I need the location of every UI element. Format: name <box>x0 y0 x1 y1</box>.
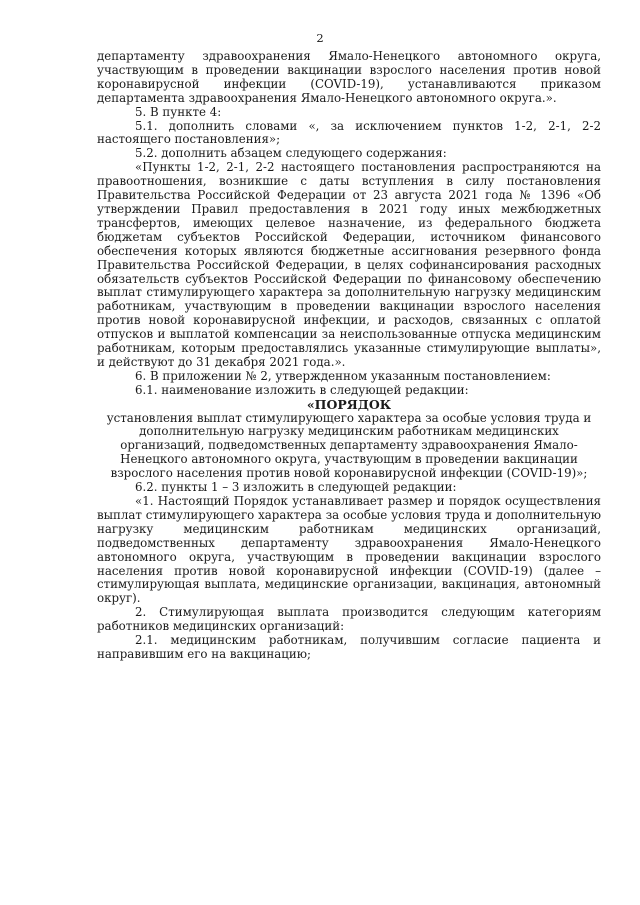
procedure-heading: «ПОРЯДОК <box>306 396 392 412</box>
page-number: 2 <box>316 31 324 45</box>
paragraph-item-5-1: 5.1. дополнить словами «, за исключением пунктов 1-2, 2-1, 2-2 настоящего постановления»; <box>97 118 601 147</box>
paragraph-clause-2: 2. Стимулирующая выплата производится следующим категориям работников медицинских организаций: <box>97 605 601 634</box>
paragraph-item-6-1: 6.1. наименование изложить в следующей редакции: <box>135 382 469 397</box>
paragraph-quoted-clause: «Пункты 1-2, 2-1, 2-2 настоящего постановления распространяются на правоотношения, возникшие с даты вступления в силу постановления Правительства Российской Федерации от 23 августа 2021 года № 1396 «Об утверждении Правил предоставления в 2021 году иных межбюджетных трансфертов, имеющих целевое назначение, из федерального бюджета бюджетам субъектов Российской Федерации, источником финансового обеспечения которых являются бюджетные ассигнования резервного фонда Правительства Российской Федерации, в целях софинансирования расходных обязательств субъектов Российской Федерации по финансовому обеспечению выплат стимулирующего характера за дополнительную нагрузку медицинским работникам, участвующим в проведении вакцинации взрослого населения против новой коронавирусной инфекции, и расходов, связанных с оплатой отпусков и выплатой компенсации за неиспользованные отпуска медицинским работникам, которым предоставлялись указанные стимулирующие выплаты», и действуют до 31 декабря 2021 года.». <box>97 160 601 369</box>
paragraph-continuation: департаменту здравоохранения Ямало-Ненецкого автономного округа, участвующим в проведении вакцинации взрослого населения против новой коронавирусной инфекции (COVID-19), устанавливаются приказом департамента здравоохранения Ямало-Ненецкого автономного округа.». <box>97 49 601 105</box>
paragraph-item-6: 6. В приложении № 2, утвержденном указанным постановлением: <box>135 368 551 383</box>
paragraph-item-5: 5. В пункте 4: <box>135 104 222 119</box>
paragraph-clause-2-1: 2.1. медицинским работникам, получившим согласие пациента и направившим его на вакцинацию; <box>97 633 601 661</box>
document-body <box>97 50 601 662</box>
paragraph-clause-1: «1. Настоящий Порядок устанавливает размер и порядок осуществления выплат стимулирующего характера за особые условия труда и дополнительную нагрузку медицинским работникам медицинских организаций, подведомственных департаменту здравоохранения Ямало-Ненецкого автономного округа, участвующим в проведении вакцинации взрослого населения против новой коронавирусной инфекции (COVID-19) (далее – стимулирующая выплата, медицинские организации, вакцинация, автономный округ). <box>97 494 601 606</box>
paragraph-item-5-2: 5.2. дополнить абзацем следующего содержания: <box>135 146 447 161</box>
procedure-subtitle: установления выплат стимулирующего характера за особые условия труда и дополнительную нагрузку медицинским работникам медицинских организаций, подведомственных департаменту здравоохранения Ямало-Ненецкого автономного округа, участвующим в проведении вакцинации взрослого населения против новой коронавирусной инфекции (COVID-19)»; <box>106 410 592 481</box>
paragraph-item-6-2: 6.2. пункты 1 – 3 изложить в следующей редакции: <box>135 480 457 495</box>
